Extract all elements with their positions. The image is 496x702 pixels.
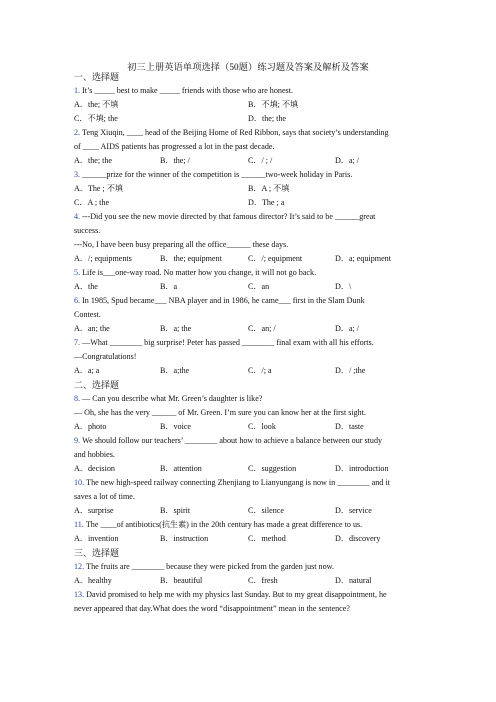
page-title: 初三上册英语单项选择（50题）练习题及答案及解析及答案 <box>127 62 369 72</box>
option-d: D．service <box>335 506 372 515</box>
option-d: D．the; the <box>248 114 286 123</box>
question-13-stem <box>74 590 474 600</box>
question-text: It’s _____ best to make _____ friends with those who are honest. <box>82 86 293 95</box>
question-10-stem <box>74 478 474 488</box>
question-9-stem <box>74 436 474 446</box>
question-text: The new high-speed railway connecting Zhenjiang to Lianyungang is now in ________ and it <box>86 478 390 487</box>
question-text: —What ________ big surprise! Peter has passed ________ final exam with all his efforts. <box>82 338 374 347</box>
question-12-stem <box>74 562 474 572</box>
option-a: A．the; the <box>74 156 112 165</box>
option-d: D．The ; a <box>248 198 285 207</box>
question-text: Life is___one-way road. No matter how you change, it will not go back. <box>82 268 317 277</box>
option-a: A．an; the <box>74 324 110 333</box>
question-text-cont: saves a lot of time. <box>74 492 135 501</box>
option-a: A．healthy <box>74 576 112 585</box>
question-number: 9. <box>74 436 81 445</box>
question-text: In 1985, Spud became___ NBA player and in 1986, he came___ first in the Slam Dunk <box>82 296 365 305</box>
option-a: A．photo <box>74 422 107 431</box>
question-4-stem <box>74 212 474 222</box>
option-c: C．/ ; / <box>248 156 273 165</box>
question-3-stem <box>74 170 474 180</box>
question-text-cont: and hobbies. <box>74 450 115 459</box>
option-c: C．suggestion <box>248 464 297 473</box>
option-a: A．the; 不填 <box>74 100 119 109</box>
question-number: 12. <box>74 562 85 571</box>
question-text: ---Did you see the new movie directed by that famous director? It’s said to be ______great <box>82 212 376 221</box>
question-number: 3. <box>74 170 81 179</box>
question-2-stem <box>74 128 474 138</box>
option-c: C．look <box>248 422 276 431</box>
option-c: C．method <box>248 534 286 543</box>
option-a: A．surprise <box>74 506 114 515</box>
option-c: C．A ; the <box>74 198 110 207</box>
question-number: 1. <box>74 86 81 95</box>
option-a: A．a; a <box>74 366 100 375</box>
question-text-cont: success. <box>74 226 101 235</box>
option-b: B．a <box>160 282 178 291</box>
question-text: David promised to help me with my physics last Sunday. But to my great disappointment, he <box>86 590 387 599</box>
option-d: D．taste <box>335 422 364 431</box>
option-b: B．不填; 不填 <box>248 100 299 109</box>
question-text-cont: —Congratulations! <box>74 352 137 361</box>
question-number: 8. <box>74 394 81 403</box>
question-text: The ____of antibiotics(抗生素) in the 20th century has made a great difference to us. <box>85 520 363 529</box>
option-d: D．natural <box>335 576 372 585</box>
question-text-cont: — Oh, she has the very ______ of Mr. Green. I’m sure you can know her at the first sight. <box>74 408 366 417</box>
option-c: C．an; / <box>248 324 276 333</box>
option-b: B．a;the <box>160 366 190 375</box>
question-11-stem <box>74 520 474 530</box>
question-text-cont: of ____ AIDS patients has progressed a lot in the past decade. <box>74 142 275 151</box>
question-number: 6. <box>74 296 81 305</box>
option-b: B．the; equipment <box>160 254 222 263</box>
section-heading-1: 一、选择题 <box>74 72 120 82</box>
option-d: D．a; equipment <box>335 254 391 263</box>
option-b: B．instruction <box>160 534 209 543</box>
question-text-cont: never appeared that day.What does the word “disappointment” mean in the sentence? <box>74 604 350 613</box>
option-b: B．voice <box>160 422 192 431</box>
question-7-stem <box>74 338 474 348</box>
option-c: C．an <box>248 282 270 291</box>
option-a: A．The ; 不填 <box>74 184 124 193</box>
option-b: B．a; the <box>160 324 192 333</box>
option-b: B．the; / <box>160 156 190 165</box>
option-d: D．a; / <box>335 324 360 333</box>
question-number: 10. <box>74 478 85 487</box>
question-6-stem <box>74 296 474 306</box>
option-d: D．introduction <box>335 464 389 473</box>
question-1-stem <box>74 86 474 96</box>
option-d: D．/ ;the <box>335 366 366 375</box>
section-heading-3: 三、选择题 <box>74 548 120 558</box>
question-8-stem <box>74 394 474 404</box>
question-text-cont: ---No, I have been busy preparing all the office______ these days. <box>74 240 289 249</box>
question-number: 4. <box>74 212 81 221</box>
option-d: D．discovery <box>335 534 381 543</box>
option-b: B．spirit <box>160 506 191 515</box>
option-c: C．/; equipment <box>248 254 303 263</box>
option-a: A．invention <box>74 534 119 543</box>
option-c: C．fresh <box>248 576 278 585</box>
question-number: 13. <box>74 590 85 599</box>
option-a: A．the <box>74 282 98 291</box>
option-b: B．beautiful <box>160 576 203 585</box>
option-c: C．/; a <box>248 366 272 375</box>
option-b: B．attention <box>160 464 202 473</box>
question-number: 5. <box>74 268 81 277</box>
question-text: Teng Xiuqin, ____ head of the Beijing Home of Red Ribbon, says that society’s understanding <box>82 128 389 137</box>
option-a: A．decision <box>74 464 115 473</box>
option-c: C．不填; the <box>74 114 118 123</box>
option-c: C．silence <box>248 506 284 515</box>
option-d: D．a; / <box>335 156 360 165</box>
section-heading-2: 二、选择题 <box>74 380 120 390</box>
question-5-stem <box>74 268 474 278</box>
question-text: We should follow our teachers’ ________ about how to achieve a balance between our study <box>82 436 383 445</box>
option-d: D．\ <box>335 282 352 291</box>
question-number: 2. <box>74 128 81 137</box>
option-b: B．A ; 不填 <box>248 184 290 193</box>
option-a: A．/; equipments <box>74 254 132 263</box>
question-text: ______prize for the winner of the competition is ______two-week holiday in Paris. <box>82 170 353 179</box>
question-text: — Can you describe what Mr. Green’s daughter is like? <box>82 394 263 403</box>
question-number: 7. <box>74 338 81 347</box>
question-text: The fruits are ________ because they were picked from the garden just now. <box>86 562 334 571</box>
question-number: 11. <box>74 520 84 529</box>
question-text-cont: Contest. <box>74 310 101 319</box>
